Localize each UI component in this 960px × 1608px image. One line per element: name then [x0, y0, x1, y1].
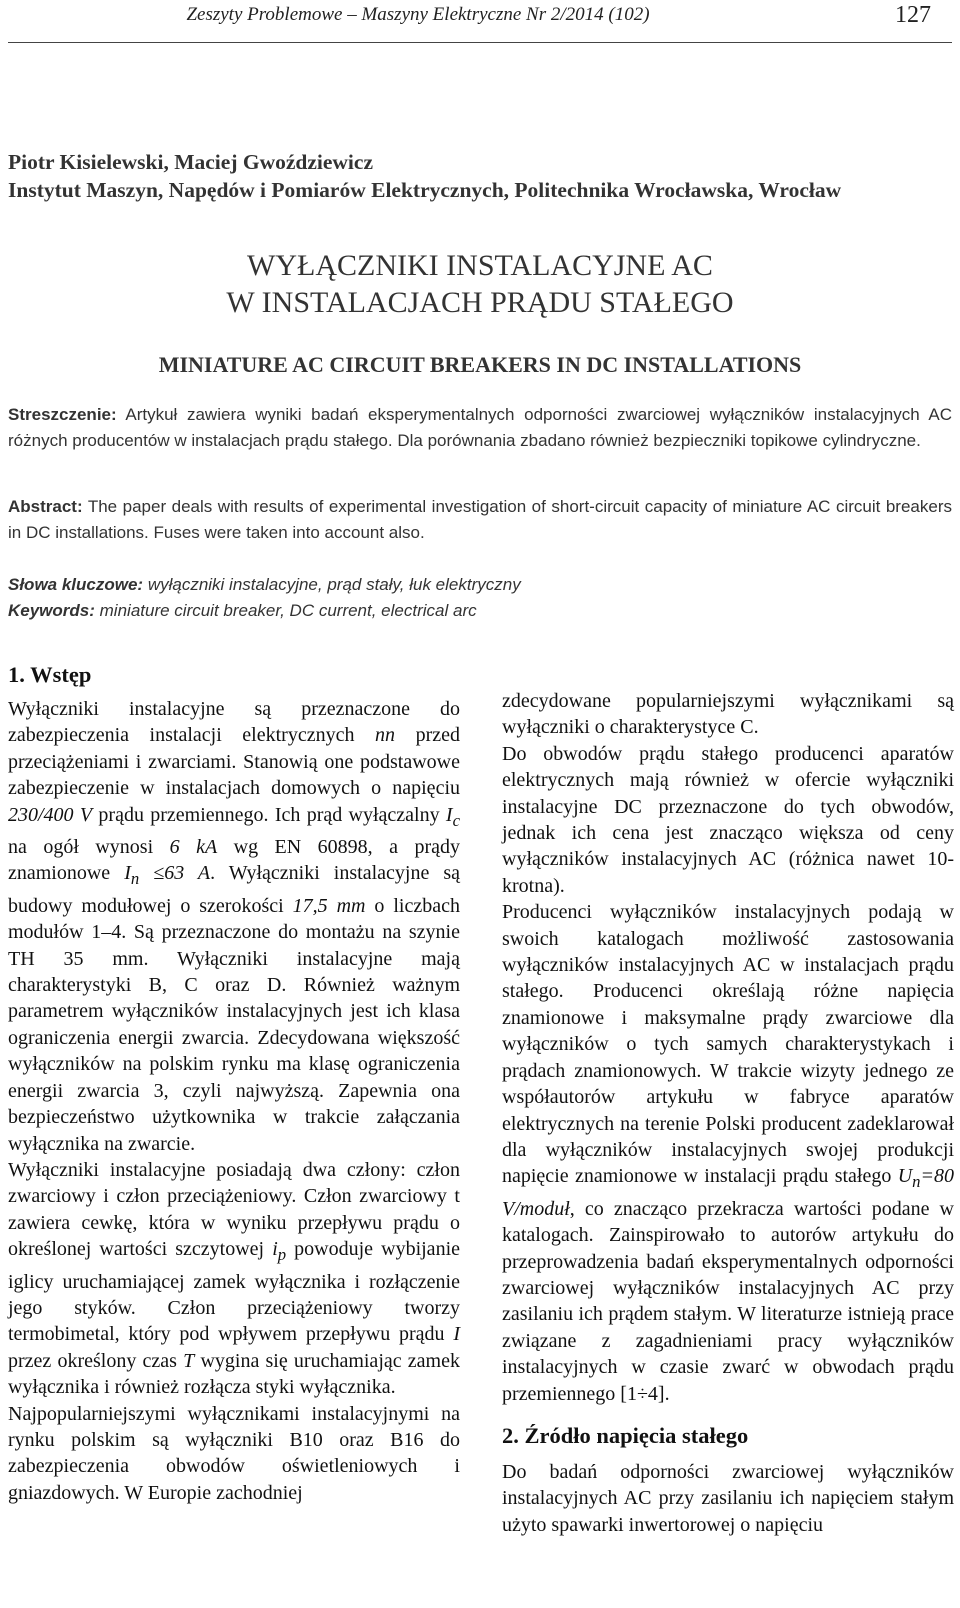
keywords-pl-label: Słowa kluczowe: [8, 575, 144, 594]
section-1-paragraph-5: Do obwodów prądu stałego producenci aparatów elektrycznych mają również w ofercie wyłączniki instalacyjne DC przeznaczone do tych obwodów, jednak ich cena jest znacząco większa od ceny wyłączników instalacyjnych AC (różnica nawet 10-krotna). [502, 742, 954, 897]
left-column [8, 660, 460, 1506]
section-1-heading: 1. Wstęp [8, 662, 92, 687]
paper-title [0, 247, 960, 321]
section-1-paragraph-4: zdecydowane popularniejszymi wyłącznikami są wyłączniki o charakterystyce C. [502, 690, 954, 739]
abstract-en-text: The paper deals with results of experimental investigation of short-circuit capacity of miniature AC circuit breakers in DC installations. Fuses were taken into account also. [8, 497, 952, 542]
abstract-pl-text: Artykuł zawiera wyniki badań eksperymentalnych odporności zwarciowej wyłączników instalacyjnych AC różnych producentów w instalacjach prądu stałego. Dla porównania zbadano również bezpieczniki topikowe cylindryczne. [8, 405, 952, 450]
authors-block [8, 148, 952, 204]
title-line-1: WYŁĄCZNIKI INSTALACYJNE AC [247, 249, 713, 282]
paper-title-english: MINIATURE AC CIRCUIT BREAKERS IN DC INSTALLATIONS [158, 352, 802, 377]
section-2-paragraph-1: Do badań odporności zwarciowej wyłączników instalacyjnych AC przy zasilaniu ich napięciem stałym użyto spawarki inwertorowej o napięciu [502, 1460, 954, 1536]
keywords-en-label: Keywords: [8, 601, 95, 620]
header-rule [8, 42, 952, 43]
keywords-pl-text: wyłączniki instalacyjne, prąd stały, łuk elektryczny [143, 575, 521, 594]
right-column [502, 688, 954, 1538]
keywords-en [8, 598, 952, 624]
keywords-en-text: miniature circuit breaker, DC current, electrical arc [94, 601, 477, 620]
abstract-en-label: Abstract: [8, 497, 83, 516]
journal-header: Zeszyty Problemowe – Maszyny Elektryczne Nr 2/2014 (102) [186, 4, 650, 25]
section-1-paragraph-2: Wyłączniki instalacyjne posiadają dwa człony: człon zwarciowy i człon przeciążeniowy. Człon zwarciowy t zawiera cewkę, która w wyniku przepływu prądu o określonej wartości szczytowej $i_p$ powoduje wybijanie iglicy uruchamiającej zamek wyłącznika i rozłączenie jego styków. Człon przeciążeniowy tworzy termobimetal, który pod wpływem przepływu prądu I przez określony czas T wygina się uruchamiając zamek wyłącznika i również rozłącza styki wyłącznika. [8, 1158, 460, 1399]
section-1-paragraph-1: Wyłączniki instalacyjne są przeznaczone do zabezpieczenia instalacji elektrycznych nn przed przeciążeniami i zwarciami. Stanowią one podstawowe zabezpieczenie w instalacjach domowych o napięciu 230/400 V prądu przemiennego. Ich prąd wyłączalny $I_c$ na ogół wynosi 6 kA wg EN 60898, a prądy znamionowe $I_n \le 63$ A. Wyłączniki instalacyjne są budowy modułowej o szerokości 17,5 mm o liczbach modułów 1–4. Są przeznaczone do montażu na szynie TH 35 mm. Wyłączniki instalacyjne mają charakterystyki B, C oraz D. Również ważnym parametrem wyłączników instalacyjnych jest ich klasa ograniczenia energii zwarcia. Zdecydowana większość wyłączników na polskim rynku ma klasę ograniczenia energii zwarcia 3, czyli najwyższą. Zapewnia ona bezpieczeństwo użytkownika w trakcie załączania wyłącznika na zwarcie. [8, 698, 461, 1155]
author-names: Piotr Kisielewski, Maciej Gwoździewicz [8, 150, 373, 174]
section-2-heading: 2. Źródło napięcia stałego [502, 1422, 749, 1448]
abstract-polish [8, 402, 952, 454]
keywords-pl [8, 572, 952, 598]
abstract-pl-label: Streszczenie: [8, 405, 117, 424]
section-1-paragraph-3: Najpopularniejszymi wyłącznikami instalacyjnymi na rynku polskim są wyłączniki B10 oraz B16 do zabezpieczenia obwodów oświetleniowych i gniazdowych. W Europie zachodniej [8, 1402, 460, 1504]
section-1-paragraph-6: Producenci wyłączników instalacyjnych podają w swoich katalogach możliwość zastosowania wyłączników instalacyjnych AC w instalacjach prądu stałego. Producenci określają różne napięcia znamionowe i maksymalne prądy zwarciowe dla wyłączników o tych samych charakterystykach i prądach znamionowych. W trakcie wizyty jednego ze współautorów artykułu w fabryce aparatów elektrycznych na terenie Polski producent zadeklarował dla wyłączników instalacyjnych swojej produkcji napięcie znamionowe w instalacji prądu stałego $U_n=80$ V/moduł, co znacząco przekracza wartości podane w katalogach. Zainspirowało to autorów artykułu do przeprowadzenia badań eksperymentalnych odporności zwarciowej wyłączników instalacyjnych AC przy zasilaniu ich prądem stałym. W literaturze istnieją prace związane z zagadnieniami pracy wyłączników instalacyjnych w czasie zwarć w obwodach prądu przemiennego [1÷4]. [502, 901, 954, 1405]
abstract-english [8, 494, 952, 546]
author-affiliation: Instytut Maszyn, Napędów i Pomiarów Elektrycznych, Politechnika Wrocławska, Wrocław [8, 178, 842, 202]
keywords-block [8, 572, 952, 624]
title-line-2: W INSTALACJACH PRĄDU STAŁEGO [226, 286, 734, 319]
page-number: 127 [895, 2, 931, 28]
